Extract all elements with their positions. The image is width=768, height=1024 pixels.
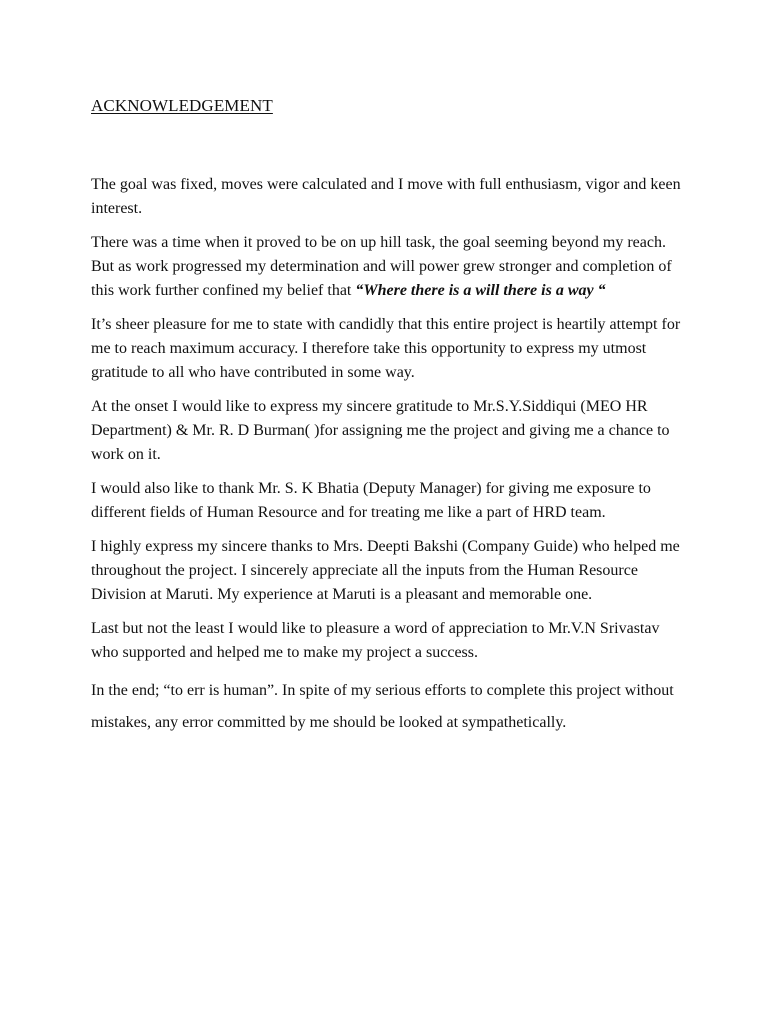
paragraph-thanks-bhatia: I would also like to thank Mr. S. K Bhatia (Deputy Manager) for giving me exposure to different fields of Human Resource and for treating me like a part of HRD team. (91, 480, 651, 521)
paragraph-goal: The goal was fixed, moves were calculated and I move with full enthusiasm, vigor and keen interest. (91, 176, 681, 217)
acknowledgement-body (91, 173, 691, 749)
paragraph-uphill-task-text: There was a time when it proved to be on up hill task, the goal seeming beyond my reach. But as work progressed my determination and will power grew stronger and completion of this work further confined my belief that (91, 234, 672, 299)
paragraph-pleasure: It’s sheer pleasure for me to state with candidly that this entire project is heartily attempt for me to reach maximum accuracy. I therefore take this opportunity to express my utmost gratitude to all who have contributed in some way. (91, 316, 681, 381)
paragraph-onset-gratitude: At the onset I would like to express my sincere gratitude to Mr.S.Y.Siddiqui (MEO HR Department) & Mr. R. D Burman( )for assigning me the project and giving me a chance to work on it. (91, 398, 670, 463)
paragraph-closing: In the end; “to err is human”. In spite of my serious efforts to complete this project without mistakes, any error committed by me should be looked at sympathetically. (91, 682, 674, 731)
page-title: ACKNOWLEDGEMENT (91, 96, 273, 115)
will-way-quote: “Where there is a will there is a way “ (355, 282, 606, 299)
paragraph-uphill-task (91, 231, 691, 303)
paragraph-thanks-bakshi: I highly express my sincere thanks to Mrs. Deepti Bakshi (Company Guide) who helped me throughout the project. I sincerely appreciate all the inputs from the Human Resource Division at Maruti. My experience at Maruti is a pleasant and memorable one. (91, 538, 680, 603)
paragraph-appreciation-srivastav: Last but not the least I would like to pleasure a word of appreciation to Mr.V.N Srivastav who supported and helped me to make my project a success. (91, 620, 660, 661)
